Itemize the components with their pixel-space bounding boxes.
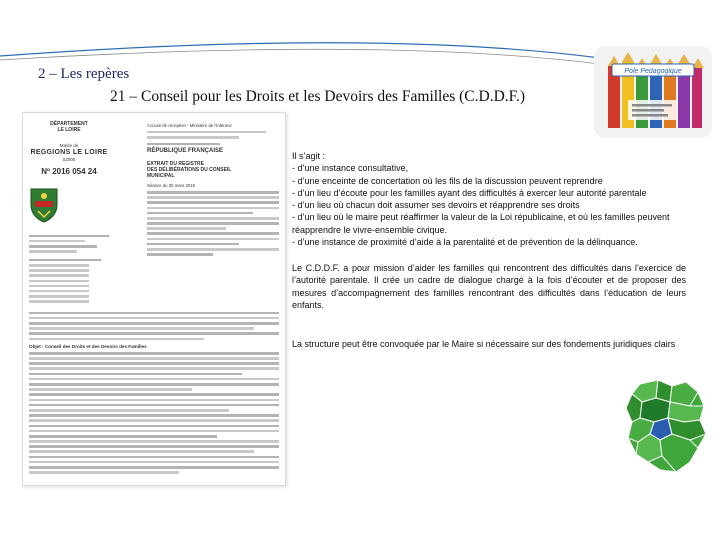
deliberation-document-image — [22, 112, 286, 486]
document-republique: RÉPUBLIQUE FRANÇAISE — [147, 148, 224, 155]
document-stats — [29, 235, 109, 303]
department-map-icon — [620, 376, 712, 476]
document-extrait: EXTRAIT DU REGISTRE DES DÉLIBÉRATIONS DU CONSEIL MUNICIPAL — [147, 161, 232, 180]
document-body — [29, 309, 279, 476]
content-text — [292, 150, 686, 349]
bullet-item: - d’un lieu où chacun doit assumer ses devoirs et réapprendre ses droits — [292, 200, 580, 211]
section-title: 2 – Les repères — [38, 66, 130, 82]
document-left-column — [29, 121, 109, 305]
bullet-item: - d’une instance consultative, — [292, 163, 409, 174]
document-right-column — [147, 123, 279, 258]
pole-pedagogique-logo — [594, 46, 712, 138]
town-crest-icon — [29, 187, 59, 223]
convocation-paragraph: La structure peut être convoquée par le Maire si nécessaire sur des fondements juridiques clairs — [292, 339, 676, 349]
bullet-item: - d’un lieu d’écoute pour les familles ayant des difficultés à exercer leur autorité parentale — [292, 187, 647, 198]
document-commune: REGGIONS LE LOIRE — [30, 149, 108, 157]
page-title: 21 – Conseil pour les Droits et les Devoirs des Familles (C.D.D.F.) — [110, 88, 526, 105]
logo-text: Pole Pedagogique — [624, 68, 682, 75]
document-seance: Séance du 30 mars 2016 — [147, 183, 196, 189]
bullet-item: - d’une enceinte de concertation où les fils de la discussion peuvent reprendre — [292, 175, 603, 186]
document-postcode: 02000 — [62, 157, 76, 163]
document-objet: Objet : Conseil des Droits et des Devoirs des Familles — [29, 344, 147, 350]
mission-paragraph: Le C.D.D.F. a pour mission d’aider les familles qui rencontrent des difficultés dans l’exercice de l’autorité parentale. Il crée un cadre de dialogue chargé à la fois d’écouter et de proposer des mesures d’accompagnement des familles rencontrant des difficultés dans l’éducation de leurs enfants. — [292, 263, 686, 310]
pencils-logo-icon — [594, 46, 712, 138]
document-number: Nº 2016 054 24 — [41, 167, 97, 177]
document-department: DÉPARTEMENT LE LOIRE — [50, 121, 88, 133]
document-mairie: Mairie de — [59, 143, 79, 148]
bullet-item: - d’un lieu où le maire peut réaffirmer la valeur de la Loi républicaine, et où les familles peuvent réapprendre le vivre-ensemble civique. — [292, 212, 670, 235]
document-header-right: Accusé de réception - Ministère de l'Intérieur — [147, 123, 232, 128]
bullet-item: - d’une instance de proximité d’aide à la parentalité et de prévention de la délinquance. — [292, 237, 638, 248]
intro-text: Il s’agit : — [292, 151, 326, 161]
